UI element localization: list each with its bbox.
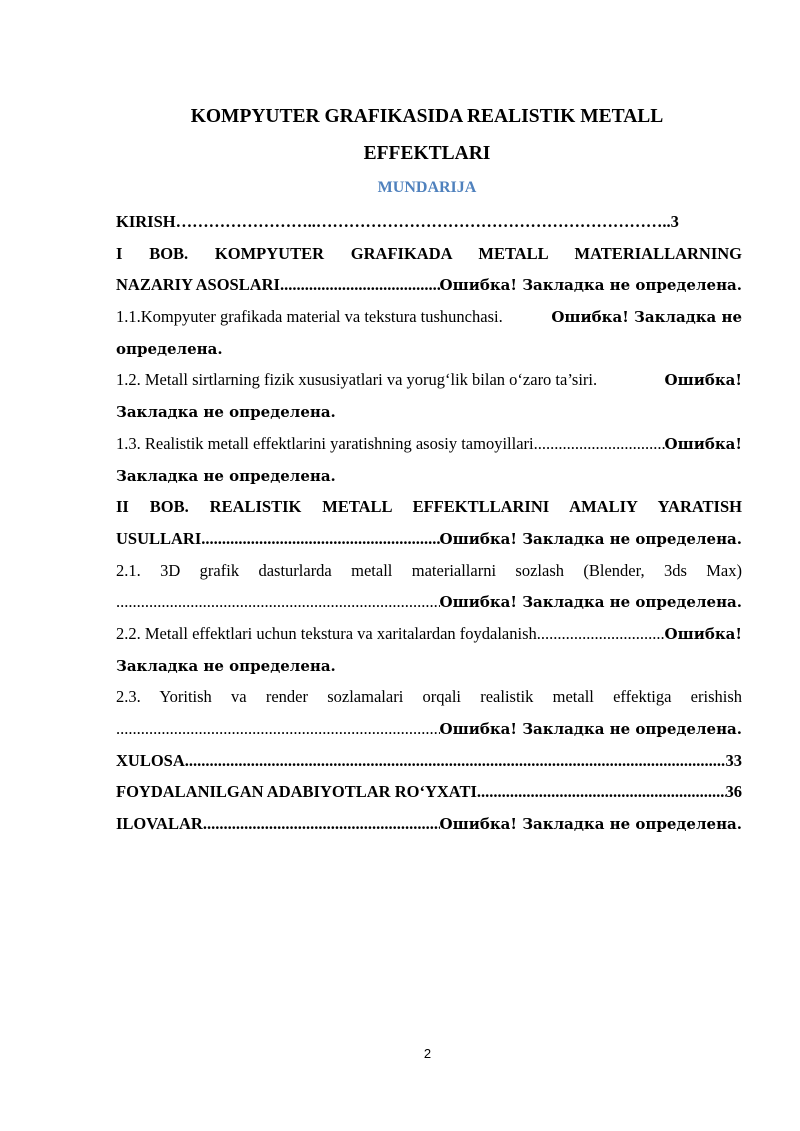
toc-conclusion-page: 33 [725,750,742,770]
toc-chapter1-ref: Ошибка! Закладка не определена. [439,276,742,295]
toc-section-2-2-ref: Ошибка! [664,624,742,643]
toc-entry-chapter1-line1[interactable] [116,238,742,270]
toc-entry-section-1-3[interactable] [116,428,742,460]
toc-section-1-3-ref: Ошибка! [664,434,742,453]
toc-section-1-1-text: 1.1.Kompyuter grafikada material va tekstura tushunchasi. [116,307,503,327]
toc-leader-dots [203,808,440,840]
toc-entry-section-2-1-cont[interactable] [116,586,742,618]
toc-references-label: FOYDALANILGAN ADABIYOTLAR RO‘YXATI [116,782,477,802]
toc-chapter2-ref: Ошибка! Закладка не определена. [439,529,742,548]
toc-section-2-2-ref-cont: Закладка не определена. [116,656,336,675]
toc-entry-chapter1-line2[interactable] [116,269,742,301]
toc-section-2-1-ref: Ошибка! Закладка не определена. [439,593,742,612]
toc-entry-intro[interactable] [116,206,742,238]
toc-section-1-2-ref: Ошибка! [664,371,742,390]
toc-leader-dots [280,269,440,301]
toc-section-1-3-text: 1.3. Realistik metall effektlarini yaratishning asosiy tamoyillari [116,433,534,453]
toc-leader-dots [477,776,726,808]
toc-chapter2-title: II BOB. REALISTIK METALL EFFEKTLLARINI AMALIY YARATISH [116,497,742,517]
toc-references-page: 36 [725,782,742,802]
toc-leader-dots [116,586,440,618]
toc-entry-conclusion[interactable] [116,745,742,777]
toc-intro-text: KIRISH……………………..………………………………………………………..3 [116,212,679,231]
toc-entry-section-1-2[interactable] [116,364,742,396]
toc-leader-dots [185,745,726,777]
toc-leader-dots [201,523,439,555]
toc-leader-dots [116,713,440,745]
toc-entry-section-2-1[interactable] [116,555,742,587]
toc-entry-chapter2-line1[interactable] [116,491,742,523]
toc-chapter2-title-cont: USULLARI [116,528,202,548]
page-number: 2 [423,1046,432,1061]
toc-entry-section-1-1-cont [116,333,742,365]
toc-entry-section-2-3[interactable] [116,681,742,713]
toc-heading: MUNDARIJA [377,179,477,196]
toc-section-1-3-ref-cont: Закладка не определена. [116,466,336,485]
toc-entry-references[interactable] [116,776,742,808]
toc-entry-section-2-2-cont [116,650,742,682]
toc-section-2-1-text: 2.1. 3D grafik dasturlarda metall materiallarni sozlash (Blender, 3ds Max) [116,560,742,580]
toc-entry-section-1-3-cont [116,460,742,492]
table-of-contents [116,206,742,840]
toc-chapter1-title: I BOB. KOMPYUTER GRAFIKADA METALL MATERIALLARNING [116,243,742,263]
toc-leader-dots [534,428,665,460]
toc-appendix-label: ILOVALAR [116,814,203,834]
toc-section-1-1-ref-cont: определена. [116,339,223,358]
toc-chapter1-title-cont: NAZARIY ASOSLARI [116,275,280,295]
toc-entry-section-2-2[interactable] [116,618,742,650]
toc-entry-appendix[interactable] [116,808,742,840]
toc-entry-section-1-1[interactable] [116,301,742,333]
toc-conclusion-label: XULOSA [116,750,185,770]
toc-entry-section-1-2-cont [116,396,742,428]
toc-leader-dots [537,618,665,650]
toc-entry-chapter2-line2[interactable] [116,523,742,555]
toc-entry-section-2-3-cont[interactable] [116,713,742,745]
toc-section-1-2-text: 1.2. Metall sirtlarning fizik xususiyatlari va yorug‘lik bilan o‘zaro ta’siri. [116,370,598,390]
toc-section-1-1-ref: Ошибка! Закладка не [551,308,742,327]
document-title-line1: KOMPYUTER GRAFIKASIDA REALISTIK METALL [190,106,664,127]
toc-section-2-2-text: 2.2. Metall effektlari uchun tekstura va xaritalardan foydalanish [116,623,537,643]
toc-section-2-3-ref: Ошибка! Закладка не определена. [439,720,742,738]
toc-section-1-2-ref-cont: Закладка не определена. [116,403,336,422]
toc-appendix-ref: Ошибка! Закладка не определена. [439,815,742,834]
toc-section-2-3-text: 2.3. Yoritish va render sozlamalari orqali realistik metall effektiga erishish [116,687,742,707]
document-title-line2: EFFEKTLARI [363,143,491,164]
